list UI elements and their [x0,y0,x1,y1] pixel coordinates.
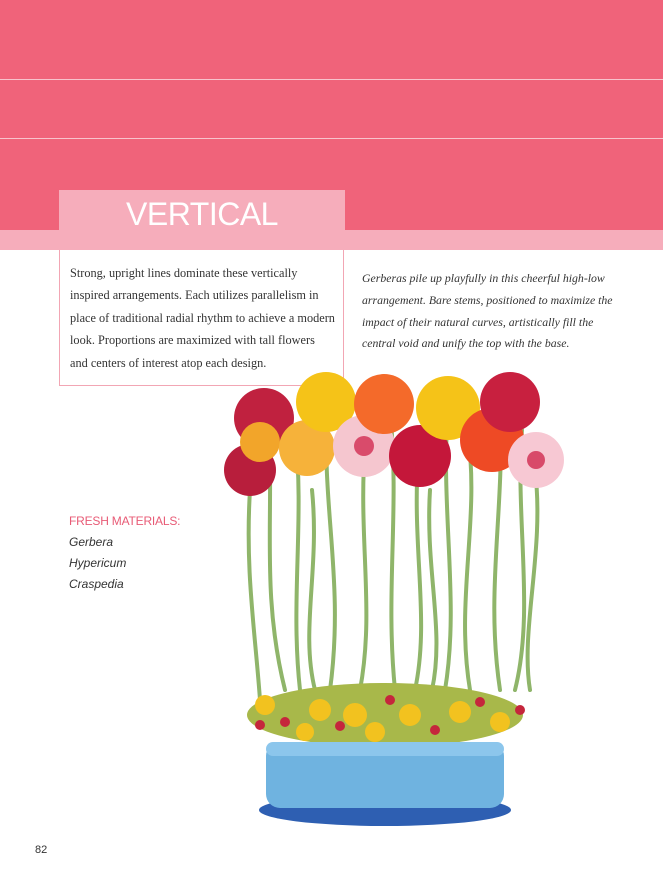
fresh-materials [69,512,180,595]
title-tab [59,190,345,250]
flower-arrangement-photo [200,370,580,840]
photo-caption: Gerberas pile up playfully in this cheerful high-low arrangement. Bare stems, positioned to maximize the impact of their natural curves, artistically fill the central void and unify the top with the base. [362,271,613,351]
materials-heading: FRESH MATERIALS: [69,514,181,528]
materials-list [69,532,180,595]
header-rule-1 [0,79,663,80]
material-item: Craspedia [69,577,124,591]
material-item: Gerbera [69,535,114,549]
section-title: VERTICAL [126,196,278,232]
header-rule-2 [0,138,663,139]
material-item: Hypericum [69,556,127,570]
page-number: 82 [35,844,48,856]
blue-vase [259,742,511,826]
base-filler [247,683,525,747]
intro-text: Strong, upright lines dominate these vertically inspired arrangements. Each utilizes parallelism in place of traditional radial rhythm to achieve a modern look. Proportions are maximized with tall flowers and centers of interest atop each design. [70,266,335,370]
intro-box [59,250,344,386]
